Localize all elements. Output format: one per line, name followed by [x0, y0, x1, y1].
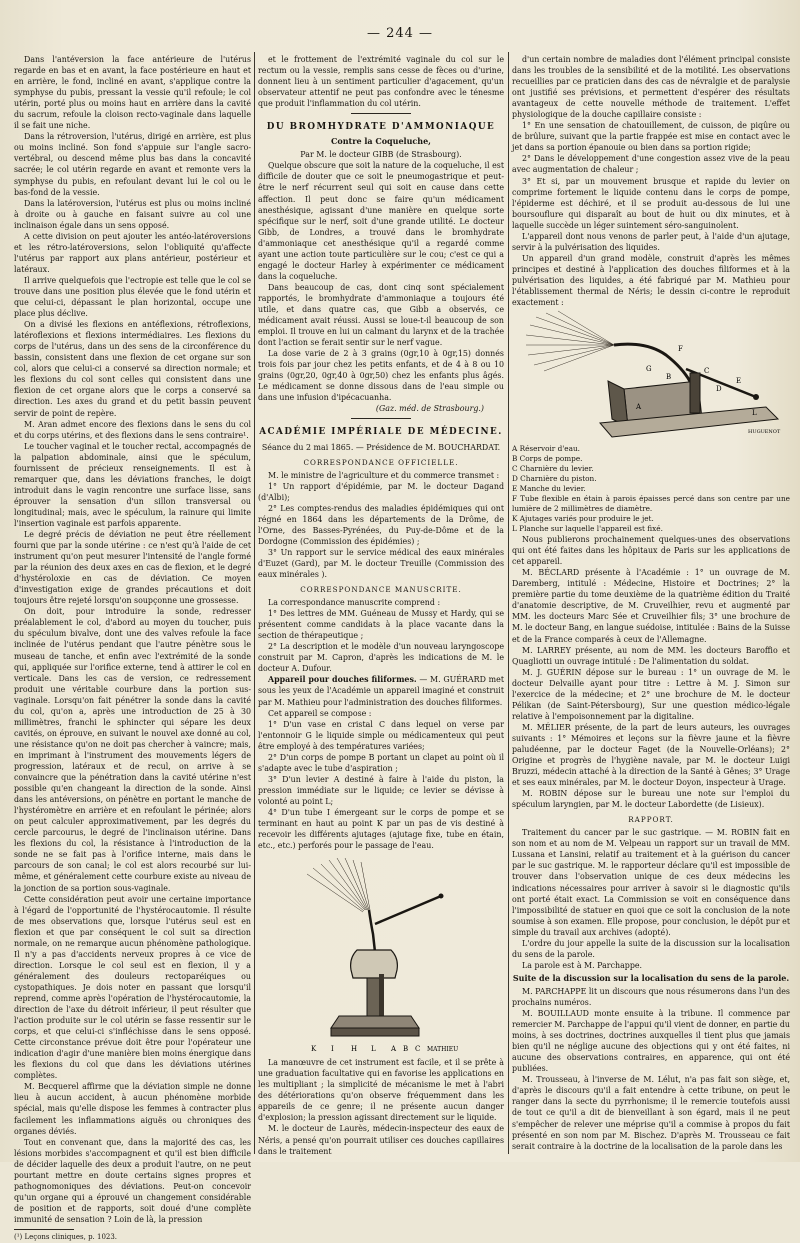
legend-item: C Charnière du levier. — [512, 464, 594, 474]
label-C: C — [415, 1045, 421, 1054]
label-L: L — [752, 409, 757, 418]
legend-item: K Ajutages variés pour produire le jet. — [512, 514, 654, 524]
legend-item: B Corps de pompe. — [512, 454, 583, 464]
label-L: L — [371, 1045, 376, 1054]
paragraph: 2° Dans le développement d'une congestion assez vive de la peau avec augmentation de chaleur ; — [512, 154, 790, 175]
page-number: — 244 — — [366, 26, 434, 41]
paragraph: 3° Un rapport sur le service médical des eaux minérales d'Euzet (Gard), par M. le docteur Treuille (Commission des eaux minérales ). — [258, 547, 504, 580]
article-title: DU BROMHYDRATE D'AMMONIAQUE — [266, 122, 496, 133]
paragraph: M. LARREY présente, au nom de MM. les docteurs Baroffio et Quagliotti un ouvrage intitulé : De l'alimentation du soldat. — [512, 645, 790, 666]
paragraph: On a divisé les flexions en antéflexions, rétroflexions, latéroflexions et flexions intermédiaires. Les flexions du corps de l'utérus, dans un des sens de la circonférence du bassin, consistent dans une flexion de cet organe sur son col, alors que celui-ci a conservé sa direction normale; et les flexions du col sont celles qui consistent dans une flexion de cet organe alors que le corps a conservé sa direction. Les axes du grand et du petit bassin peuvent servir de point de repère. — [14, 320, 251, 418]
paragraph: 1° D'un vase en cristal C dans lequel on verse par l'entonnoir G le liquide simple ou médicamenteux qui peut être employé à des températures variées; — [258, 719, 504, 751]
paragraph: On doit, pour introduire la sonde, redresser préalablement le col, d'abord au moyen du toucher, puis du spéculum bivalve, dont une des valves refoule la face inclinée de l'utérus pendant que l'autre pénètre sous le museau de tanche, et enfin avec l'extrémité de la sonde qui, appliquée sur l'orifice externe, tend à attirer le col en verticale. Dans les cas de version, ce redressement produit une véritable courbure dans la portion sus-vaginale. Lorsqu'on fait pénétrer la sonde dans la cavité du col, qu'on a, après une introduction de 25 à 30 millimètres, franchi le sphincter qui sépare les deux cavités, on éprouve, en suivant le nouvel axe donné au col, une résistance qu'on ne doit pas chercher à vaincre; mais, en imprimant à l'instrument des mouvements légers de progression, latéraux et de recul, on arrive à se convaincre que la pénétration dans la cavité utérine n'est possible qu'en changeant la direction de la sonde. Ainsi dans les antéversions, on pénètre en portant le manche de l'hystéromètre en arrière et en refoulant le périnée; alors on peut calculer approximativement, par les degrés du cercle parcourus, le degré de l'inclinaison utérine. Dans les flexions du col, la résistance à l'introduction de la sonde ne se fait pas à l'orifice interne, mais dans le parcours de son canal; le col est alors recourbé sur lui-même, et généralement cette courbure existe au niveau de la jonction de sa portion sous-vaginale. — [14, 607, 251, 893]
figure-legend — [512, 444, 790, 534]
label-A: A — [391, 1045, 397, 1054]
label-maker: MATHIEU — [427, 1046, 459, 1054]
run-in-title: Appareil pour douches filiformes. — [268, 675, 417, 685]
paragraph: 3° D'un levier A destiné à faire à l'aide du piston, la pression immédiate sur le liquide; ce levier se dévisse à volonté au point L; — [258, 774, 504, 806]
paragraph: M. PARCHAPPE lit un discours que nous résumerons dans l'un des prochains numéros. — [512, 986, 790, 1007]
paragraph: A cette division on peut ajouter les antéo-latéroversions et les rétro-latéroversions, selon l'obliquité qu'affecte l'utérus par rapport aux plans antérieur, postérieur et latéraux. — [14, 231, 251, 274]
paragraph: Il arrive quelquefois que l'ectropie est telle que le col se trouve dans une position plus élevée que le fond utérin et que celui-ci, dépassant le plan horizontal, occupe une place plus déclive. — [14, 275, 251, 319]
paragraph: M. Aran admet encore des flexions dans le sens du col et du corps utérins, et des flexions dans le sens contraire¹. — [14, 419, 251, 440]
run-in-text: — M. GUÉRARD met sous les yeux de l'Académie un appareil imaginé et construit par M. Mathieu pour l'administration des douches filiformes. — [258, 675, 504, 707]
paragraph: M. MÉLIER présente, de la part de leurs auteurs, les ouvrages suivants : 1° Mémoires et leçons sur la fièvre jaune et la fièvre paludéenne, par le docteur Faget (de la Nouvelle-Orléans); 2° Origine et progrès de l'hygiène navale, par M. le docteur Luigi Bruzzi, médecin attaché à la direction de la Santé à Gênes; 3° Urage et ses eaux minérales, par M. le docteur Doyon, inspecteur à Urage. — [512, 722, 790, 788]
legend-item: F Tube flexible en étain à parois épaisses percé dans son centre par une lumière de 2 millimètres de diamètre. — [512, 494, 790, 514]
column-3 — [512, 54, 790, 1154]
paragraph: 4° D'un tube I émergeant sur le corps de pompe et se terminant en haut au point K par un pas de vis destiné à recevoir les différents ajutages (ajutage fixe, tube en étain, etc., etc.) perforés pour le passage de l'eau. — [258, 808, 504, 851]
label-E: E — [736, 377, 742, 386]
paragraph: 2° Les comptes-rendus des maladies épidémiques qui ont régné en 1864 dans les départements de la Drôme, de l'Orne, des Basses-Pyrénées, du Puy-de-Dôme et de la Dordogne (Commission des épidémies) ; — [258, 503, 504, 546]
paragraph: 1° Des lettres de MM. Guéneau de Mussy et Hardy, qui se présentent comme candidats à la place vacante dans la section de thérapeutique ; — [258, 609, 504, 641]
label-D: D — [716, 385, 722, 394]
paragraph: Traitement du cancer par le suc gastrique. — M. ROBIN fait en son nom et au nom de M. Velpeau un rapport sur un travail de MM. Lussana et Lansini, relatif au traitement et à la guérison du cancer par le suc gastrique. M. le rapporteur déclare qu'il est impossible de trouver dans l'observation unique de ces deux médecins les indications nécessaires pour arriver à savoir si le diagnostic qu'ils ont porté était exact. La Commission se voit en conséquence dans l'impossibilité de statuer en quoi que ce soit la conclusion de la note soumise à son examen. Elle propose, pour conclusion, le dépôt pur et simple du travail aux archives (adopté). — [512, 828, 790, 937]
paragraph: Le toucher vaginal et le toucher rectal, accompagnés de la palpation abdominale, ainsi que le spéculum, fournissent de précieux renseignements. Il est à remarquer que, dans les déviations franches, le doigt introduit dans le vagin rencontre une surface lisse, sans éprouver la sensation d'un sillon transversal ou longitudinal; mais, avec le spéculum, la rainure qui limite l'insertion vaginale est parfois apparente. — [14, 441, 251, 528]
paragraph: 2° La description et le modèle d'un nouveau laryngoscope construit par M. Capron, d'après les indications de M. le docteur A. Dufour. — [258, 642, 504, 674]
footnote: (¹) Leçons cliniques, p. 1023. — [14, 1232, 118, 1241]
paragraph: 1° Un rapport d'épidémie, par M. le docteur Dagand (d'Albi); — [258, 481, 504, 502]
legend-item: E Manche du levier. — [512, 484, 586, 494]
column-rule — [508, 52, 509, 1154]
paragraph: 2° D'un corps de pompe B portant un clapet au point où il s'adapte avec le tube d'aspiration ; — [258, 752, 504, 773]
paragraph: Quelque obscure que soit la nature de la coqueluche, il est difficile de douter que ce soit le pneumogastrique et peut-être le nerf récurrent seul qui soit en cause dans cette affection. Il peut donc se faire qu'un médicament anesthésique, agissant d'une manière en quelque sorte spécifique sur le nerf, soit d'une grande utilité. Le docteur Gibb, de Londres, a trouvé dans le bromhydrate d'ammoniaque cet anesthésique qu'il a regardé comme ayant une action toute particulière sur le cou; c'est ce qui a engagé le docteur Harley à expérimenter ce médicament dans la coqueluche. — [258, 161, 504, 281]
discussion-title: Suite de la discussion sur la localisation du sens de la parole. — [512, 972, 790, 983]
figure-thermal-apparatus — [512, 311, 790, 441]
separator — [258, 109, 504, 117]
figure-labels-row — [291, 1042, 471, 1054]
paragraph: Un appareil d'un grand modèle, construit d'après les mêmes principes et destiné à l'application des douches filiformes et à la pulvérisation des liquides, a été fabriqué par M. Mathieu pour l'établissement thermal de Néris; le dessin ci-contre le reproduit exactement : — [512, 253, 790, 308]
paragraph: M. le ministre de l'agriculture et du commerce transmet : — [268, 470, 500, 480]
paragraph: Tout en convenant que, dans la majorité des cas, les lésions morbides s'accompagnent et qu'il est bien difficile de décider laquelle des deux a produit l'autre, on ne peut pourtant mettre en doute certains signes propres et pathognomoniques des déviations. Peut-on concevoir qu'un organe qui a éprouvé un changement considérable de position et de rapports, soit doué d'une complète immunité de sensation ? Loin de là, la pression — [14, 1137, 251, 1224]
paragraph: M. le docteur de Laurès, médecin-inspecteur des eaux de Néris, a pensé qu'on pourrait utiliser ces douches capillaires dans le traitement — [258, 1124, 504, 1156]
column-1 — [14, 54, 251, 1241]
paragraph: L'ordre du jour appelle la suite de la discussion sur la localisation du sens de la parole. — [512, 938, 790, 959]
paragraph: d'un certain nombre de maladies dont l'élément principal consiste dans les troubles de la sensibilité et de la motilité. Les observations recueillies par ce praticien dans des cas de névralgie et de paralysie ont justifié ses prévisions, et permettent d'espérer des résultats avantageux de cette nouvelle méthode de traitement. L'effet physiologique de la douche capillaire consiste : — [512, 55, 790, 120]
legend-item: L Planche sur laquelle l'appareil est fixé. — [512, 524, 663, 534]
paragraph: Dans l'antéversion la face antérieure de l'utérus regarde en bas et en avant, la face postérieure en haut et en arrière, le fond, incliné en avant, s'applique contre la symphyse du pubis, pressant la vessie qu'il refoule; le col utérin, porté plus ou moins haut en arrière dans la cavité du sacrum, refoule la cloison recto-vaginale dans laquelle il se fait une niche. — [14, 55, 251, 131]
article-author: Par M. le docteur GIBB (de Strasbourg). — [300, 150, 462, 160]
paragraph: La dose varie de 2 à 3 grains (0gr,10 à 0gr,15) donnés trois fois par jour chez les petits enfants, et de 4 à 8 ou 10 grains (0gr,20, 0gr,40 à 0gr,50) chez les enfants plus âgés. Le médicament se donne dissous dans de l'eau simple ou dans une infusion d'ipécacuanha. — [258, 349, 504, 403]
paragraph: Cet appareil se compose : — [268, 708, 372, 718]
paragraph: Cette considération peut avoir une certaine importance à l'égard de l'opportunité de l'hystérocautomie. Il résulte de mes observations que, lorsque l'utérus seul est en flexion et que par conséquent le col suit sa direction normale, on ne remarque aucun phénomène pathologique. Il n'y a pas d'accidents nerveux propres à ce vice de direction. Lorsque le col seul est en flexion, il y a généralement des douleurs rectoparéiques ou cystopathiques. Je dois noter en passant que lorsqu'il reprend, comme après l'opération de l'hystérocautomie, la direction de l'axe du détroit inférieur, il peut résulter que l'action produite sur le col utérin se fasse ressentir sur le corps, et que celui-ci s'infléchisse dans le sens opposé. Cette circonstance prévue doit être pour l'opérateur une indication d'agir d'une manière bien moins énergique dans les flexions du col que dans les déviations utérines complètes. — [14, 894, 251, 1081]
paragraph: M. Trousseau, à l'inverse de M. Lélut, n'a pas fait son siège, et, d'après le discours qu'il a fait entendre à cette tribune, on peut le ranger dans la secte du pyrrhonisme; il le remercie toutefois aussi de tout ce qu'il a dit de bienveillant à son égard, mais il ne peut s'empêcher de relever une méprise qu'il a commise à propos du fait présenté en son nom par M. Bischez. D'après M. Trousseau ce fait serait contraire à la doctrine de la localisation de la parole dans les — [512, 1075, 790, 1151]
paragraph: 1° En une sensation de chatouillement, de cuisson, de piqûre ou de brûlure, suivant que la partie frappée est mise en contact avec le jet dans sa portion épanouie ou bien dans sa portion rigide; — [512, 121, 790, 153]
paragraph: Dans la rétroversion, l'utérus, dirigé en arrière, est plus ou moins incliné. Son fond s'appuie sur l'angle sacro-vertébral, ou descend même plus bas dans la concavité sacrée; le col utérin regarde en avant et remonte vers la symphyse du pubis, en refoulant devant lui le col ou le bas-fond de la vessie. — [14, 132, 251, 197]
legend-item: A Réservoir d'eau. — [512, 444, 580, 454]
paragraph: M. J. GUÉRIN dépose sur le bureau : 1° un ouvrage de M. le docteur Delvaille ayant pour titre : Lettre à M. J. Simon sur l'exercice de la médecine; et 2° une brochure de M. le docteur Pélikan (de Saint-Pétersbourg), Sur une question médico-légale relative à l'empoisonnement par la digitaline. — [512, 667, 790, 721]
figure-pump-apparatus — [258, 854, 504, 1054]
section-title: ACADÉMIE IMPÉRIALE DE MÉDECINE. — [259, 427, 503, 438]
article-source: (Gaz. méd. de Strasbourg.) — [375, 404, 484, 414]
paragraph: La correspondance manuscrite comprend : — [268, 598, 441, 608]
paragraph: Dans la latéroversion, l'utérus est plus ou moins incliné à droite ou à gauche en faisant suivre au col une inclinaison égale dans un sens opposé. — [14, 198, 251, 230]
paragraph: L'appareil dont nous venons de parler peut, à l'aide d'un ajutage, servir à la pulvérisation des liquides. — [512, 231, 790, 252]
paragraph: La manœuvre de cet instrument est facile, et il se prête à une graduation facultative qui en favorise les applications en les multipliant ; la simplicité de mécanisme le met à l'abri des détériorations qu'on observe fréquemment dans les appareils de ce genre; il ne présente aucun danger d'explosion; la pression agissant directement sur le liquide. — [258, 1058, 504, 1123]
column-2 — [258, 54, 504, 1154]
footnote-rule — [14, 1229, 74, 1230]
label-I: I — [331, 1045, 334, 1054]
label-H: H — [351, 1045, 358, 1054]
section-subheader: CORRESPONDANCE OFFICIELLE. — [303, 457, 459, 467]
pump-apparatus-illustration — [291, 854, 471, 1042]
paragraph: et le frottement de l'extrémité vaginale du col sur le rectum ou la vessie, remplis sans cesse de fèces ou d'urine, donnent lieu à un sentiment particulier d'agacement, qu'un observateur attentif ne peut pas confondre avec le ténesme que produit l'inflammation du col utérin. — [258, 55, 504, 109]
label-maker: HUGUENOT — [748, 429, 781, 436]
thermal-apparatus-illustration — [516, 311, 786, 441]
section-subheader: CORRESPONDANCE MANUSCRITE. — [300, 585, 462, 595]
paragraph: 3° Et si, par un mouvement brusque et rapide du levier on comprime fortement le liquide contenu dans le corps de pompe, l'épiderme est déchiré, et il se produit au-dessous de lui une boursouflure qui disparaît au bout de huit ou dix minutes, et à laquelle succède un léger suintement séro-sanguinolent. — [512, 176, 790, 230]
paragraph — [258, 674, 504, 707]
separator — [258, 414, 504, 422]
paragraph: Nous publierons prochainement quelques-unes des observations qui ont été faites dans les hôpitaux de Paris sur les applications de cet appareil. — [512, 535, 790, 567]
label-C: C — [704, 367, 710, 376]
label-B: B — [403, 1045, 409, 1054]
section-subheader: RAPPORT. — [628, 815, 674, 825]
paragraph: M. BOUILLAUD monte ensuite à la tribune. Il commence par remercier M. Parchappe de l'appui qu'il vient de donner, en partie du moins, à ses doctrines, doctrines auxquelles il tient plus que jamais bien qu'il ne néglige aucune des objections qui y ont été faites, ni aucune des observations contraires, en apparence, qui ont été publiées. — [512, 1009, 790, 1074]
label-F: F — [678, 345, 683, 354]
article-subtitle: Contre la Coqueluche, — [331, 136, 431, 147]
paragraph: M. BÉCLARD présente à l'Académie : 1° un ouvrage de M. Daremberg, intitulé : Médecine, Histoire et Doctrines; 2° la première partie du tome deuxième de la quatrième édition du Traité d'anatomie descriptive, de M. Cruveilhier, revu et augmenté par MM. les docteurs Marc Sée et Cruveilhier fils; 3° une brochure de M. le docteur Bang, en langue suédoise, intitulée : Bains de la Suisse et de la France comparés à ceux de l'Allemagne. — [512, 568, 790, 644]
paragraph: Dans beaucoup de cas, dont cinq sont spécialement rapportés, le bromhydrate d'ammoniaque a toujours été utile, et dans quatre cas, que Gibb a observés, ce médicament avait réussi. Aussi se loue-t-il beaucoup de son emploi. Il trouve en lui un calmant du larynx et de la trachée dont l'action se ferait sentir sur le nerf vague. — [258, 282, 504, 348]
legend-item: D Charnière du piston. — [512, 474, 597, 484]
paragraph: M. Becquerel affirme que la déviation simple ne donne lieu à aucun accident, à aucun phénomène morbide spécial, mais qu'elle dispose les femmes à contracter plus facilement les inflammations aiguës ou chroniques des organes déviés. — [14, 1082, 251, 1136]
label-A: A — [636, 403, 642, 412]
label-B: B — [666, 373, 672, 382]
paragraph: La parole est à M. Parchappe. — [522, 960, 643, 970]
paragraph: M. ROBIN dépose sur le bureau une note sur l'emploi du spéculum laryngien, par M. le docteur Labordette (de Lisieux). — [512, 789, 790, 810]
column-rule — [254, 52, 255, 1154]
label-G: G — [646, 365, 652, 374]
paragraph: Le degré précis de déviation ne peut être réellement fourni que par la sonde utérine : ce n'est qu'à l'aide de cet instrument qu'on peut mesurer l'intensité de l'angle formé par la réunion des deux axes en cas de flexion, et le degré d'hystéroloxie en cas de déviation. Ce moyen d'investigation exige de grandes précautions et doit toujours être rejeté lorsqu'on soupçonne une grossesse. — [14, 530, 251, 606]
session-line: Séance du 2 mai 1865. — Présidence de M. BOUCHARDAT. — [261, 442, 501, 452]
label-K: K — [311, 1045, 317, 1054]
